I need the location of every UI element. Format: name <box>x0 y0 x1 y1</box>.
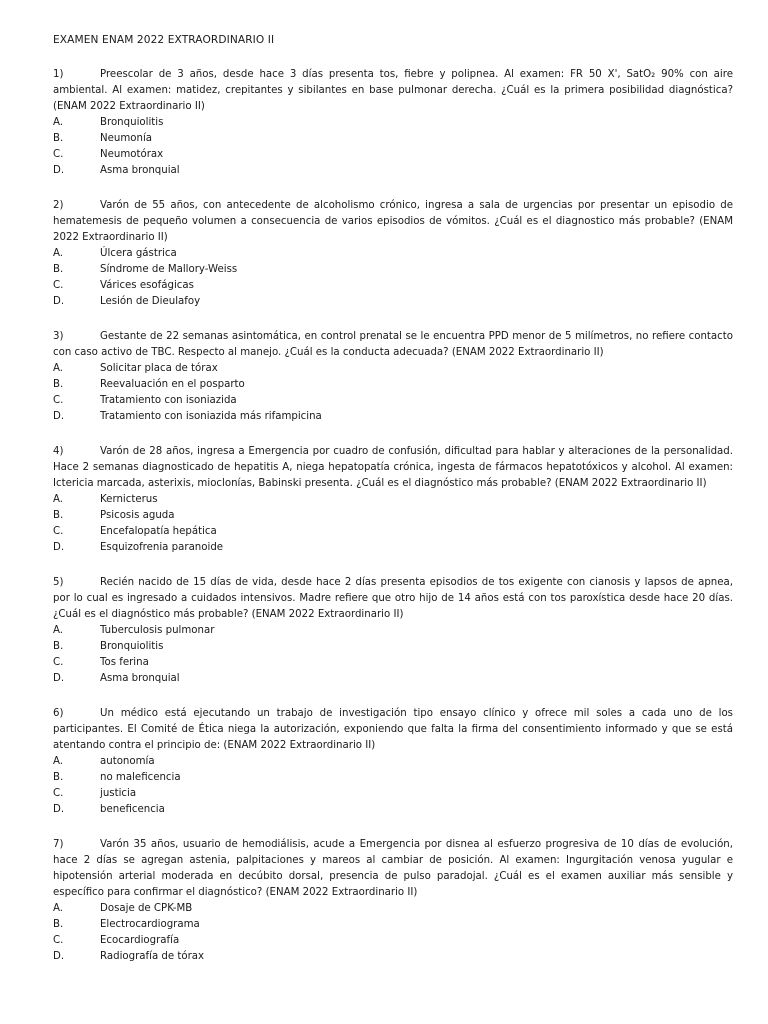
option-text: Neumotórax <box>100 149 164 160</box>
option-text: Psicosis aguda <box>100 510 175 521</box>
answer-option <box>53 278 733 294</box>
answer-option <box>53 540 733 556</box>
answer-option <box>53 655 733 671</box>
option-letter: C. <box>53 526 64 537</box>
answer-option <box>53 361 733 377</box>
option-letter: C. <box>53 935 64 946</box>
option-letter: A. <box>53 756 64 767</box>
option-list <box>53 115 733 179</box>
option-letter: B. <box>53 919 64 930</box>
question <box>53 444 733 556</box>
option-letter: C. <box>53 280 64 291</box>
answer-option <box>53 786 733 802</box>
option-text: Neumonía <box>100 133 153 144</box>
question-stem <box>53 706 733 754</box>
option-letter: D. <box>53 411 65 422</box>
question <box>53 837 733 965</box>
question <box>53 575 733 687</box>
answer-option <box>53 524 733 540</box>
option-letter: A. <box>53 625 64 636</box>
answer-option <box>53 262 733 278</box>
answer-option <box>53 770 733 786</box>
question-number: 3) <box>53 331 64 342</box>
option-list <box>53 492 733 556</box>
answer-option <box>53 131 733 147</box>
answer-option <box>53 949 733 965</box>
answer-option <box>53 294 733 310</box>
question-text: Recién nacido de 15 días de vida, desde hace 2 días presenta episodios de tos exigente con cianosis y lapsos de apnea, por lo cual es ingresado a cuidados intensivos. Madre refiere que otro hijo de 14 años está con tos paroxística desde hace 20 días. ¿Cuál es el diagnóstico más probable? (ENAM 2022 Extraordinario II) <box>53 577 733 620</box>
question <box>53 706 733 818</box>
option-text: Asma bronquial <box>100 673 180 684</box>
answer-option <box>53 917 733 933</box>
question-number: 4) <box>53 446 64 457</box>
option-text: Tratamiento con isoniazida <box>100 395 237 406</box>
option-letter: D. <box>53 296 65 307</box>
exam-page <box>53 32 733 984</box>
answer-option <box>53 933 733 949</box>
question-text: Gestante de 22 semanas asintomática, en control prenatal se le encuentra PPD menor de 5 milímetros, no refiere contacto con caso activo de TBC. Respecto al manejo. ¿Cuál es la conducta adecuada? (ENAM 2022 Extraordinario II) <box>53 331 733 358</box>
page-title: EXAMEN ENAM 2022 EXTRAORDINARIO II <box>53 34 275 46</box>
question-number: 7) <box>53 839 64 850</box>
option-letter: A. <box>53 248 64 259</box>
option-text: Tos ferina <box>100 657 149 668</box>
option-text: Encefalopatía hepática <box>100 526 217 537</box>
answer-option <box>53 508 733 524</box>
option-letter: D. <box>53 951 65 962</box>
answer-option <box>53 901 733 917</box>
question-text: Un médico está ejecutando un trabajo de investigación tipo ensayo clínico y ofrece mil soles a cada uno de los participantes. El Comité de Ética niega la autorización, exponiendo que falta la firma del consentimiento informado y que se está atentando contra el principio de: (ENAM 2022 Extraordinario II) <box>53 708 733 751</box>
option-text: justicia <box>100 788 137 799</box>
answer-option <box>53 802 733 818</box>
question-stem <box>53 67 733 115</box>
answer-option <box>53 115 733 131</box>
question-stem <box>53 198 733 246</box>
option-letter: C. <box>53 657 64 668</box>
option-list <box>53 623 733 687</box>
answer-option <box>53 639 733 655</box>
option-letter: B. <box>53 264 64 275</box>
option-letter: A. <box>53 494 64 505</box>
option-letter: B. <box>53 133 64 144</box>
option-letter: A. <box>53 117 64 128</box>
question-text: Varón de 55 años, con antecedente de alcoholismo crónico, ingresa a sala de urgencias por presentar un episodio de hematemesis de pequeño volumen a consecuencia de varios episodios de vómitos. ¿Cuál es el diagnostico más probable? (ENAM 2022 Extraordinario II) <box>53 200 733 243</box>
answer-option <box>53 492 733 508</box>
question <box>53 198 733 310</box>
option-list <box>53 901 733 965</box>
option-letter: C. <box>53 788 64 799</box>
answer-option <box>53 393 733 409</box>
question-text: Varón de 28 años, ingresa a Emergencia por cuadro de confusión, dificultad para hablar y alteraciones de la personalidad. Hace 2 semanas diagnosticado de hepatitis A, niega hepatopatía crónica, ingesta de fármacos hepatotóxicos y alcohol. Al examen: Ictericia marcada, asterixis, mioclonías, Babinski presenta. ¿Cuál es el diagnóstico más probable? (ENAM 2022 Extraordinario II) <box>53 446 733 489</box>
option-text: Lesión de Dieulafoy <box>100 296 201 307</box>
question-number: 1) <box>53 69 64 80</box>
answer-option <box>53 147 733 163</box>
question-stem <box>53 444 733 492</box>
option-text: Electrocardiograma <box>100 919 200 930</box>
answer-option <box>53 377 733 393</box>
question-text: Varón 35 años, usuario de hemodiálisis, acude a Emergencia por disnea al esfuerzo progresiva de 10 días de evolución, hace 2 días se agregan astenia, palpitaciones y mareos al cambiar de posición. Al examen: Ingurgitación venosa yugular e hipotensión arterial moderada en decúbito dorsal, presencia de pulso paradojal. ¿Cuál es el examen auxiliar más sensible y específico para confirmar el diagnóstico? (ENAM 2022 Extraordinario II) <box>53 839 733 898</box>
option-text: Dosaje de CPK-MB <box>100 903 193 914</box>
option-text: Bronquiolitis <box>100 117 164 128</box>
option-text: Ecocardiografía <box>100 935 180 946</box>
option-letter: D. <box>53 804 65 815</box>
question-number: 6) <box>53 708 64 719</box>
option-list <box>53 246 733 310</box>
option-letter: D. <box>53 673 65 684</box>
option-letter: A. <box>53 903 64 914</box>
question <box>53 67 733 179</box>
option-text: Tuberculosis pulmonar <box>100 625 215 636</box>
option-text: Esquizofrenia paranoide <box>100 542 224 553</box>
answer-option <box>53 754 733 770</box>
option-text: Síndrome de Mallory-Weiss <box>100 264 238 275</box>
option-text: beneficencia <box>100 804 165 815</box>
question-number: 2) <box>53 200 64 211</box>
option-text: Solicitar placa de tórax <box>100 363 218 374</box>
question-text: Preescolar de 3 años, desde hace 3 días presenta tos, fiebre y polipnea. Al examen: FR 50 X', SatO₂ 90% con aire ambiental. Al examen: matidez, crepitantes y sibilantes en base pulmonar derecha. ¿Cuál es la primera posibilidad diagnóstica? (ENAM 2022 Extraordinario II) <box>53 69 733 112</box>
question <box>53 329 733 425</box>
question-stem <box>53 837 733 901</box>
option-letter: B. <box>53 379 64 390</box>
option-letter: B. <box>53 772 64 783</box>
option-text: Tratamiento con isoniazida más rifampicina <box>100 411 322 422</box>
option-letter: A. <box>53 363 64 374</box>
option-letter: C. <box>53 149 64 160</box>
option-text: Úlcera gástrica <box>100 248 177 259</box>
answer-option <box>53 409 733 425</box>
option-letter: C. <box>53 395 64 406</box>
option-text: Kernicterus <box>100 494 158 505</box>
option-letter: B. <box>53 641 64 652</box>
option-text: Reevaluación en el posparto <box>100 379 245 390</box>
option-text: Asma bronquial <box>100 165 180 176</box>
answer-option <box>53 246 733 262</box>
question-list <box>53 67 733 965</box>
option-text: Radiografía de tórax <box>100 951 205 962</box>
option-letter: D. <box>53 542 65 553</box>
question-number: 5) <box>53 577 64 588</box>
option-letter: B. <box>53 510 64 521</box>
option-text: Bronquiolitis <box>100 641 164 652</box>
answer-option <box>53 163 733 179</box>
question-stem <box>53 575 733 623</box>
answer-option <box>53 623 733 639</box>
option-list <box>53 754 733 818</box>
option-text: no maleficencia <box>100 772 181 783</box>
question-stem <box>53 329 733 361</box>
option-text: autonomía <box>100 756 155 767</box>
answer-option <box>53 671 733 687</box>
option-list <box>53 361 733 425</box>
option-text: Várices esofágicas <box>100 280 194 291</box>
option-letter: D. <box>53 165 65 176</box>
